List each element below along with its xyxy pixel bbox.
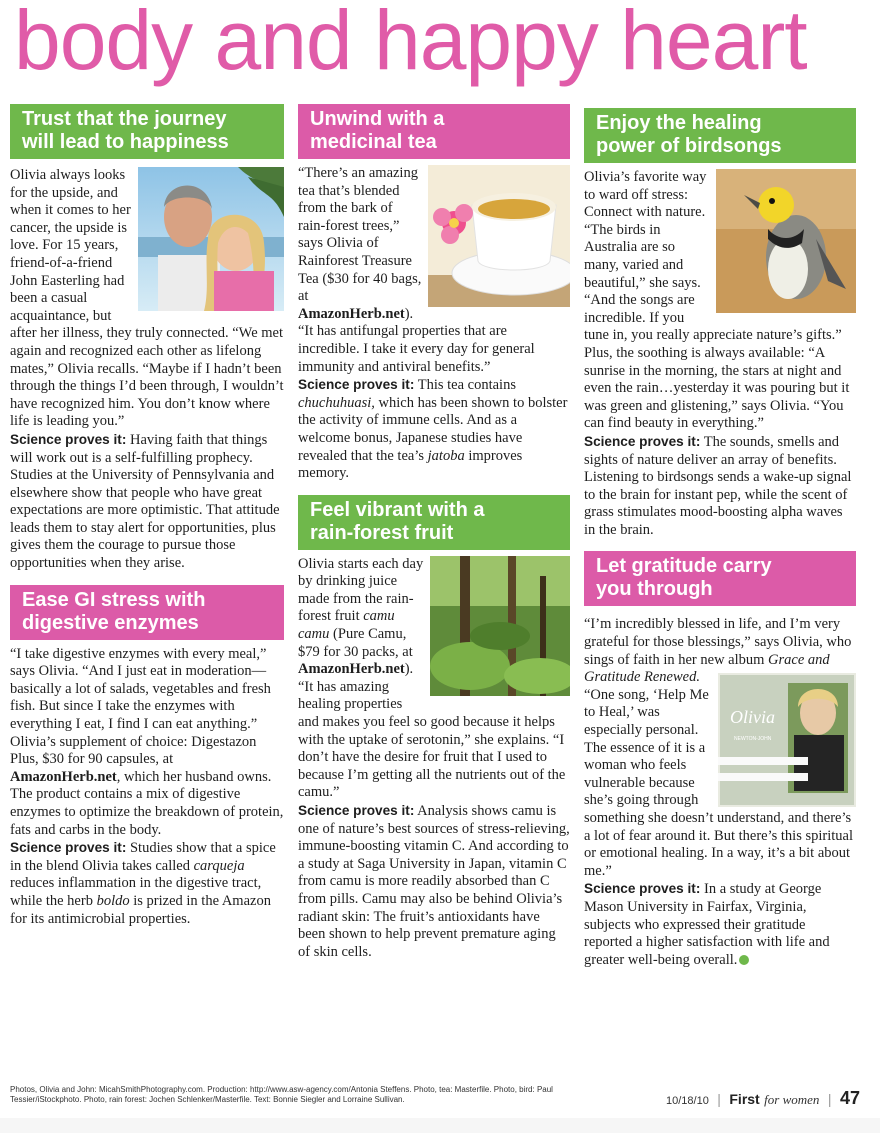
science-text-trust: Having faith that things will work out is a self-fulfilling prophecy. Studies at the University of Pennsylvania and elsewhere show that people who have great expectations are more optimistic. That attitude leads them to stay alert for opportunities, plus gives them the courage to pursue those opportunities when they arise. xyxy=(10,431,280,572)
section-heading-fruit: Feel vibrant with a rain-forest fruit xyxy=(298,495,570,550)
section-tea: Unwind with a medicinal tea “There’s an amazing tea that’s blended from the bark of rain-forest trees,” says Olivia of Rainforest Treasure Tea ($30 for 40 bags, at AmazonHerb.net). “It has antifungal properties that are incredible. I take it every day for general immunity and antiviral benefits.” Science proves it: This tea contains chuchuhuasi, which has been shown to bolster the activity of immune cells. And as a welcome bonus, Japanese studies have revealed that the tea’s jatoba improves memory. xyxy=(298,104,570,483)
science-label-gratitude: Science proves it: xyxy=(584,881,701,897)
science-text-birds: The sounds, smells and sights of nature deliver an array of benefits. Listening to birdsongs sends a wake-up signal to the brain for instant pep, while the scent of grass stimulates mood-boosting alpha waves in the brain. xyxy=(584,433,852,538)
science-label-birds: Science proves it: xyxy=(584,433,701,449)
science-text-fruit: Analysis shows camu is one of nature’s best sources of stress-relieving, immune-boosting vitamin C. And according to a study at Saga University in Japan, vitamin C from camu is more readily absorbed than C from pills. Camu may also be behind Olivia’s radiant skin: The fruit’s antioxidants have been shown to help prevent premature aging of skin cells. xyxy=(298,803,570,960)
section-heading-birds: Enjoy the healing power of birdsongs xyxy=(584,108,856,163)
album-subtitle: NEWTON-JOHN xyxy=(734,736,772,743)
section-enzymes: Ease GI stress with digestive enzymes “I take digestive enzymes with every meal,” says Olivia. “And I just eat in moderation—basically a lot of salads, vegetables and fresh fish. But since I take the enzymes with everything I eat, I find I can eat anything.” Olivia’s supplement of choice: Digestazon Plus, $30 for 90 capsules, at AmazonHerb.net, which her husband owns. The product contains a mix of digestive enzymes to optimize the breakdown of protein, fats and carbs in the body. Science proves it: Studies show that a spice in the blend Olivia takes called carqueja reduces inflammation in the digestive tract, while the herb boldo is prized in the Amazon for its antimicrobial properties. xyxy=(10,585,284,929)
photo-bird xyxy=(716,169,856,313)
footer-divider: | xyxy=(827,1091,832,1107)
photo-album-cover xyxy=(718,673,856,807)
science-label-trust: Science proves it: xyxy=(10,431,127,447)
science-label-tea: Science proves it: xyxy=(298,377,415,393)
photo-olivia-and-john xyxy=(138,167,284,311)
section-enzymes-paragraph: “I take digestive enzymes with every meal,” says Olivia. “And I just eat in moderation—basically a lot of salads, vegetables and fresh fish. But since I take the enzymes with everything I eat, I find I can eat anything.” Olivia’s supplement of choice: Digestazon Plus, $30 for 90 capsules, at AmazonHerb.net, which her husband owns. The product contains a mix of digestive enzymes to optimize the breakdown of protein, fats and carbs in the body. xyxy=(10,645,284,838)
section-birds xyxy=(584,108,856,539)
footer-divider: | xyxy=(717,1091,721,1107)
column-middle xyxy=(298,104,570,961)
photo-rain-forest xyxy=(430,556,570,696)
section-trust xyxy=(10,104,284,573)
section-heading-gratitude: Let gratitude carry you through xyxy=(584,551,856,606)
science-text-gratitude: In a study at George Mason University in Fairfax, Virginia, subjects who expressed their gratitude reported a higher satisfaction with life and greater well-being overall. xyxy=(584,881,830,968)
section-heading-enzymes: Ease GI stress with digestive enzymes xyxy=(10,585,284,640)
section-trust-paragraph: Olivia always looks for the upside, and when it comes to her cancer, the upside is love. For 15 years, friend-of-a-friend John Easterling had been a casual acquaintance, but after her illness, they truly connected. “We met again and recognized each other as lifelong mates,” Olivia recalls. “Maybe if I hadn’t been through the things I’d been through, I wouldn’t have recognized him. You don’t know where life is leading you.” xyxy=(10,167,284,430)
magazine-name: First xyxy=(729,1091,760,1107)
album-logo-text: Olivia xyxy=(730,707,775,728)
magazine-subtitle: for women xyxy=(764,1092,820,1107)
end-of-article-dot-icon xyxy=(739,955,749,965)
issue-date: 10/18/10 xyxy=(666,1095,709,1107)
section-birds-paragraph: Olivia’s favorite way to ward off stress: Connect with nature. “The birds in Australia are so many, varied and beautiful,” she says. “And the songs are incredible. If you tune in, you really appreciate nature’s gifts.” Plus, the soothing is always available: “A sunrise in the morning, the stars at night and even the rain…yesterday it was pouring but it was green and glistening,” says Olivia. “You can find beauty in everything.” xyxy=(584,169,850,432)
section-gratitude-paragraph: “I’m incredibly blessed in life, and I’m very grateful for those blessings,” says Olivia, who sings of faith in her new album Grace and Gratitude Renewed. Olivia NEWTON-JOHN “One song, ‘Help Me to Heal,’ was especially personal. The essence of it is a woman who feels vulnerable because she’s going through something she doesn’t understand, and there’s a lot of fear around it. But there’s this spiritual or emotional healing. In a way, it’s a bit about me.” xyxy=(584,616,856,880)
page-number: 47 xyxy=(839,1088,860,1108)
science-label-fruit: Science proves it: xyxy=(298,803,415,818)
photo-credits: Photos, Olivia and John: MicahSmithPhotography.com. Production: http://www.asw-agency.com/Antonia Steffens. Photo, tea: Masterfile. Photo, bird: Paul Tessier/iStockphoto. Photo, rain forest: Jochen Schlenker/Masterfile. Text: Bonnie Siegler and Lorraine Sullivan. xyxy=(10,1085,553,1104)
section-gratitude xyxy=(584,551,856,969)
page-footer xyxy=(640,1088,860,1109)
section-heading-tea: Unwind with a medicinal tea xyxy=(298,104,570,159)
column-right xyxy=(584,108,856,969)
page-headline: body and happy heart xyxy=(14,0,807,87)
section-fruit xyxy=(298,495,570,962)
bottom-margin xyxy=(0,1118,880,1133)
photo-tea-cup xyxy=(428,165,570,307)
column-left xyxy=(10,104,284,928)
section-heading-trust: Trust that the journey will lead to happiness xyxy=(10,104,284,159)
section-fruit-paragraph: Olivia starts each day by drinking juice made from the rain-forest fruit camu camu (Pure Camu, $79 for 30 packs, at AmazonHerb.net). “It has amazing healing properties and makes you feel so good because it helps with the uptake of serotonin,” she explains. “I don’t have the desire for fruit that I used to because I’m getting all the nutrients out of the camu.” xyxy=(298,555,566,801)
science-label-enzymes: Science proves it: xyxy=(10,840,127,856)
section-tea-paragraph: “There’s an amazing tea that’s blended from the bark of rain-forest trees,” says Olivia of Rainforest Treasure Tea ($30 for 40 bags, at AmazonHerb.net). “It has antifungal properties that are incredible. I take it every day for general immunity and antiviral benefits.” xyxy=(298,165,535,375)
